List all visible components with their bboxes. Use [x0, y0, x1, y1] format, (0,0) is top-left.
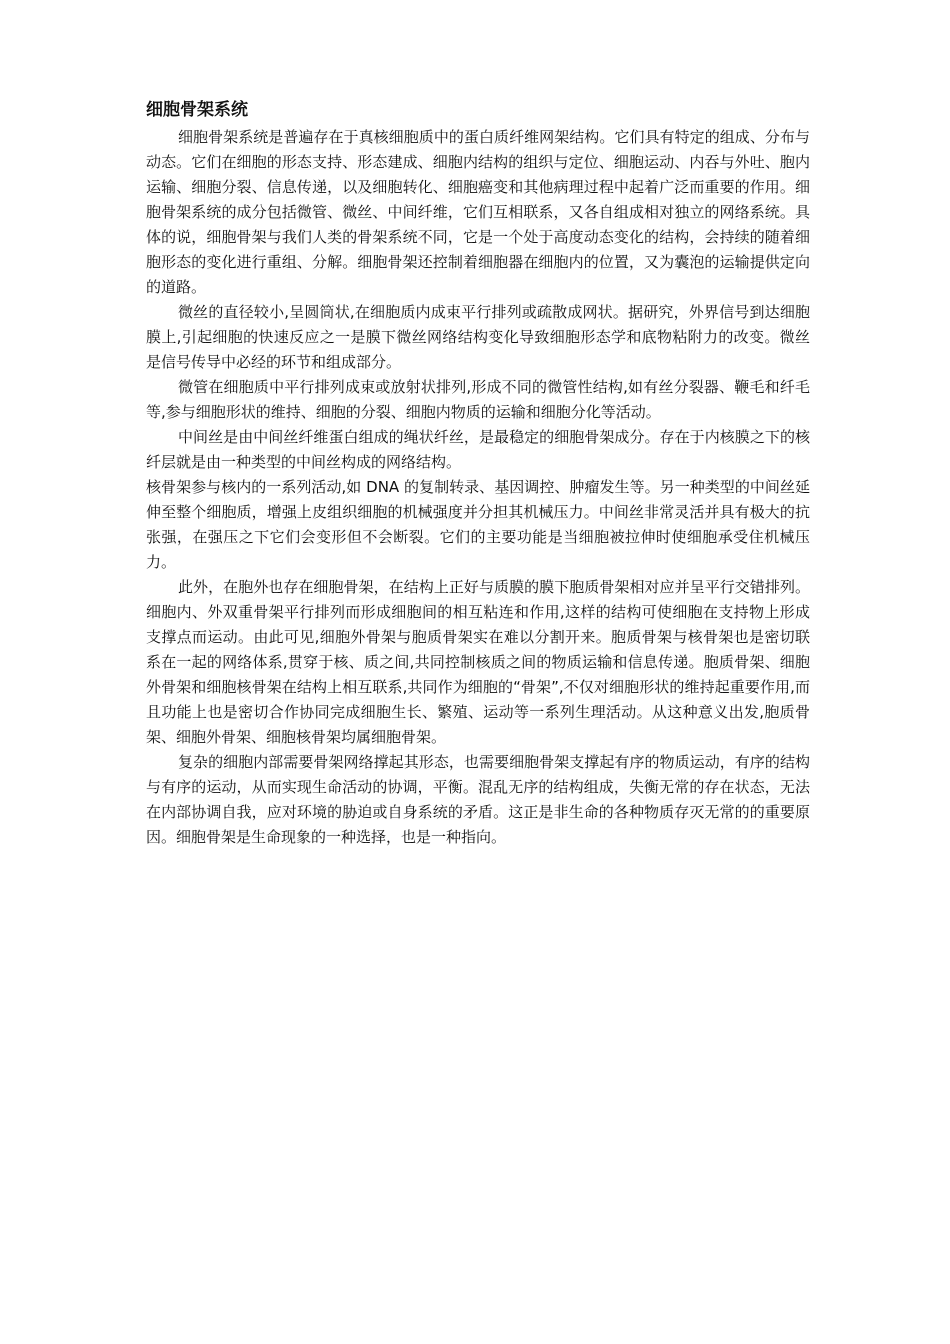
paragraph-extracellular-skeleton: 此外，在胞外也存在细胞骨架，在结构上正好与质膜的膜下胞质骨架相对应并呈平行交错排列。细胞内、外双重骨架平行排列而形成细胞间的相互粘连和作用,这样的结构可使细胞在支持物上形成支撑点而运动。由此可见,细胞外骨架与胞质骨架实在难以分割开来。胞质骨架与核骨架也是密切联系在一起的网络体系,贯穿于核、质之间,共同控制核质之间的物质运输和信息传递。胞质骨架、细胞外骨架和细胞核骨架在结构上相互联系,共同作为细胞的“骨架”,不仅对细胞形状的维持起重要作用,而且功能上也是密切合作协同完成细胞生长、繁殖、运动等一系列生理活动。从这种意义出发,胞质骨架、细胞外骨架、细胞核骨架均属细胞骨架。 — [146, 578, 810, 746]
document-title: 细胞骨架系统 — [146, 100, 248, 120]
paragraph-nuclear-skeleton: 核骨架参与核内的一系列活动,如 DNA 的复制转录、基因调控、肿瘤发生等。另一种类型的中间丝延伸至整个细胞质，增强上皮组织细胞的机械强度并分担其机械压力。中间丝非常灵活并具有极大的抗张强，在强压之下它们会变形但不会断裂。它们的主要功能是当细胞被拉伸时使细胞承受住机械压力。 — [146, 478, 810, 571]
paragraph-microfilament: 微丝的直径较小,呈圆筒状,在细胞质内成束平行排列或疏散成网状。据研究，外界信号到达细胞膜上,引起细胞的快速反应之一是膜下微丝网络结构变化导致细胞形态学和底物粘附力的改变。微丝是信号传导中必经的环节和组成部分。 — [146, 303, 810, 371]
document-body — [146, 98, 810, 850]
paragraph-microtubule: 微管在细胞质中平行排列成束或放射状排列,形成不同的微管性结构,如有丝分裂器、鞭毛和纤毛等,参与细胞形状的维持、细胞的分裂、细胞内物质的运输和细胞分化等活动。 — [146, 378, 810, 421]
paragraph-intermediate-filament: 中间丝是由中间丝纤维蛋白组成的绳状纤丝，是最稳定的细胞骨架成分。存在于内核膜之下的核纤层就是由一种类型的中间丝构成的网络结构。 — [146, 428, 810, 471]
paragraph-conclusion: 复杂的细胞内部需要骨架网络撑起其形态，也需要细胞骨架支撑起有序的物质运动，有序的结构与有序的运动，从而实现生命活动的协调，平衡。混乱无序的结构组成，失衡无常的存在状态，无法在内部协调自我，应对环境的胁迫或自身系统的矛盾。这正是非生命的各种物质存灭无常的的重要原因。细胞骨架是生命现象的一种选择，也是一种指向。 — [146, 753, 810, 846]
paragraph-overview: 细胞骨架系统是普遍存在于真核细胞质中的蛋白质纤维网架结构。它们具有特定的组成、分布与动态。它们在细胞的形态支持、形态建成、细胞内结构的组织与定位、细胞运动、内吞与外吐、胞内运输、细胞分裂、信息传递，以及细胞转化、细胞癌变和其他病理过程中起着广泛而重要的作用。细胞骨架系统的成分包括微管、微丝、中间纤维，它们互相联系，又各自组成相对独立的网络系统。具体的说，细胞骨架与我们人类的骨架系统不同，它是一个处于高度动态变化的结构，会持续的随着细胞形态的变化进行重组、分解。细胞骨架还控制着细胞器在细胞内的位置，又为囊泡的运输提供定向的道路。 — [146, 128, 810, 296]
